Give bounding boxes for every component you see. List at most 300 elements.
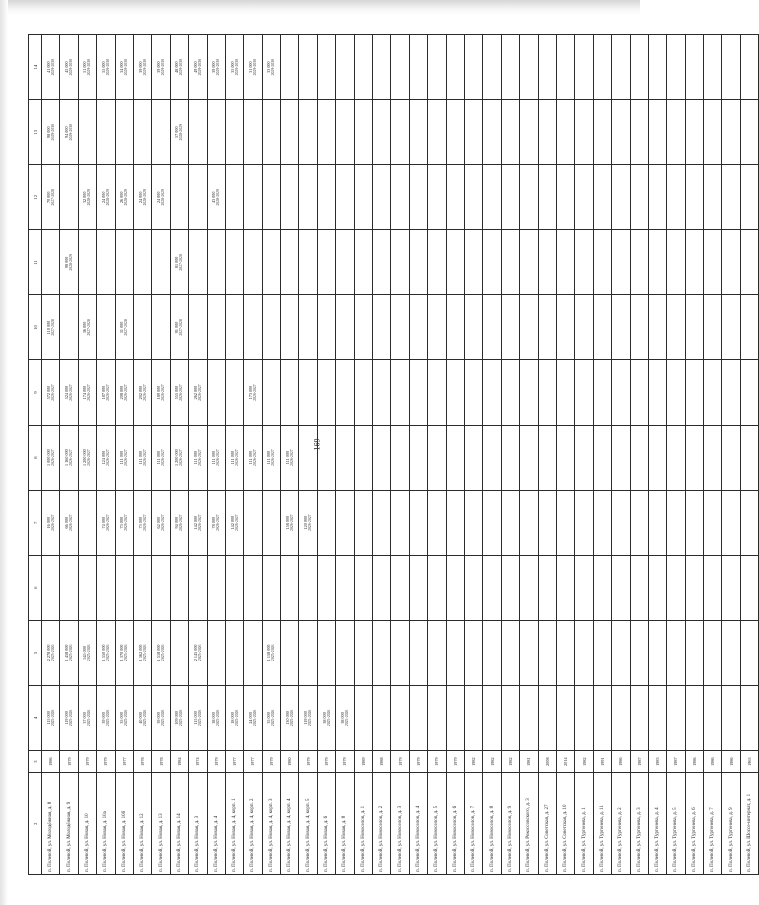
address-cell: п. Полевой, ул. Тургенева, д. 2: [612, 773, 630, 875]
value-cell: [262, 295, 280, 360]
period-value: 2029-2030: [271, 58, 276, 76]
cost-value: 1 200 000: [174, 449, 180, 466]
cost-value: 111 000: [211, 450, 217, 465]
table-row: [207, 35, 225, 875]
period-value: 2025-2026: [142, 709, 147, 727]
period-value: 2025-2026: [69, 709, 74, 727]
period-value: 2029-2030: [124, 58, 129, 76]
cost-value: 111 000: [229, 450, 235, 465]
value-cell: [299, 230, 317, 295]
value-cell: [648, 555, 666, 620]
value-cell: [207, 425, 225, 490]
value-cell: [630, 425, 648, 490]
period-value: 2026-2027: [105, 514, 110, 531]
value-cell: [152, 685, 170, 750]
value-cell: [78, 100, 96, 165]
value-cell: [317, 100, 335, 165]
value-cell: [704, 360, 722, 425]
value-cell: [464, 100, 482, 165]
value-cell: [170, 165, 188, 230]
value-cell: [354, 230, 372, 295]
value-cell: [299, 425, 317, 490]
value-cell: [391, 555, 409, 620]
value-cell: [520, 360, 538, 425]
address-cell: п. Полевой, ул. Советская, д. 27: [538, 773, 556, 875]
period-value: 2026-2027: [271, 449, 276, 466]
value-cell: [207, 685, 225, 750]
value-cell: [373, 35, 391, 100]
table-row: [42, 35, 60, 875]
value-cell: [483, 425, 501, 490]
year-cell: 1977: [225, 750, 243, 772]
table-body: [42, 35, 759, 875]
period-value: 2026-2027: [69, 449, 74, 466]
address-cell: п. Полевой, ул. Новоселов, д. 8: [483, 773, 501, 875]
period-value: 2026-2027: [197, 384, 202, 401]
value-cell: [501, 685, 519, 750]
value-cell: [612, 100, 630, 165]
value-cell: [667, 425, 685, 490]
table-row: [612, 35, 630, 875]
value-cell: [42, 230, 60, 295]
year-cell: 1977: [244, 750, 262, 772]
value-cell: [575, 35, 593, 100]
value-cell: [520, 685, 538, 750]
value-cell: [722, 165, 740, 230]
value-cell: [391, 35, 409, 100]
cost-value: 74 000: [100, 516, 106, 529]
table-row: [667, 35, 685, 875]
value-cell: [704, 100, 722, 165]
table-row: [428, 35, 446, 875]
value-cell: [60, 360, 78, 425]
value-cell: [501, 35, 519, 100]
table-row: [281, 35, 299, 875]
value-cell: [354, 490, 372, 555]
value-cell: [722, 35, 740, 100]
value-cell: [538, 295, 556, 360]
cost-value: 1 158 000: [266, 644, 272, 662]
cost-value: 38 000: [211, 712, 217, 724]
address-cell: п. Полевой, ул. Новая, д. 4, корп. 3: [262, 773, 280, 875]
value-cell: [373, 685, 391, 750]
value-cell: [630, 685, 648, 750]
value-cell: [60, 230, 78, 295]
value-cell: [354, 620, 372, 685]
period-value: 2029-2030: [69, 123, 74, 141]
value-cell: [501, 165, 519, 230]
value-cell: [225, 360, 243, 425]
value-cell: [373, 490, 391, 555]
table-row: [97, 35, 115, 875]
value-cell: [336, 100, 354, 165]
value-cell: [428, 230, 446, 295]
value-cell: [648, 295, 666, 360]
value-cell: [78, 295, 96, 360]
value-cell: [189, 100, 207, 165]
cost-value: 39 000: [100, 712, 106, 724]
value-cell: [299, 490, 317, 555]
cost-value: 572 000: [45, 385, 51, 400]
cost-value: 111 000: [156, 450, 162, 465]
cost-value: 1 200 000: [82, 449, 88, 466]
cost-value: 24 000: [100, 191, 106, 204]
value-cell: [648, 100, 666, 165]
value-cell: [299, 100, 317, 165]
value-cell: [373, 620, 391, 685]
value-cell: [630, 620, 648, 685]
value-cell: [464, 425, 482, 490]
table-row: [299, 35, 317, 875]
value-cell: [391, 230, 409, 295]
value-cell: [520, 620, 538, 685]
cost-value: 174 000: [82, 385, 88, 400]
value-cell: [446, 295, 464, 360]
value-cell: [281, 685, 299, 750]
value-cell: [133, 360, 151, 425]
cost-value: 158 000: [284, 515, 290, 530]
cost-value: 73 000: [137, 516, 143, 529]
value-cell: [97, 165, 115, 230]
value-cell: [317, 490, 335, 555]
period-value: 2025-2026: [142, 644, 147, 662]
value-cell: [60, 555, 78, 620]
value-cell: [722, 555, 740, 620]
value-cell: [520, 490, 538, 555]
value-cell: [483, 685, 501, 750]
table-row: [704, 35, 722, 875]
period-value: 2025-2026: [271, 644, 276, 662]
value-cell: [501, 555, 519, 620]
value-cell: [299, 685, 317, 750]
value-cell: [299, 620, 317, 685]
year-cell: 1978: [133, 750, 151, 772]
period-value: 2025-2026: [197, 709, 202, 727]
value-cell: [520, 555, 538, 620]
value-cell: [648, 490, 666, 555]
value-cell: [262, 490, 280, 555]
value-cell: [648, 685, 666, 750]
address-cell: п. Полевой, ул. Новая, д. 4: [207, 773, 225, 875]
value-cell: [575, 425, 593, 490]
value-cell: [152, 295, 170, 360]
value-cell: [336, 230, 354, 295]
value-cell: [612, 685, 630, 750]
value-cell: [704, 620, 722, 685]
value-cell: [630, 555, 648, 620]
value-cell: [60, 490, 78, 555]
value-cell: [685, 490, 703, 555]
cost-value: 66 000: [64, 516, 70, 529]
cost-value: 38 000: [321, 712, 327, 724]
value-cell: [244, 295, 262, 360]
value-cell: [483, 555, 501, 620]
period-value: 2026-2027: [50, 449, 55, 466]
value-cell: [483, 165, 501, 230]
period-value: 2028-2029: [69, 254, 74, 271]
page-number: 169: [312, 438, 322, 451]
period-value: 2026-2027: [105, 384, 110, 401]
cost-value: 39 000: [156, 61, 162, 73]
period-value: 2027-2028: [87, 319, 92, 336]
cost-value: 208 000: [119, 385, 125, 400]
year-cell: 1986: [722, 750, 740, 772]
table-row: [575, 35, 593, 875]
value-cell: [225, 685, 243, 750]
value-cell: [722, 360, 740, 425]
value-cell: [722, 295, 740, 360]
value-cell: [740, 425, 758, 490]
value-cell: [354, 555, 372, 620]
value-cell: [60, 295, 78, 360]
value-cell: [556, 490, 574, 555]
cost-value: 2 145 000: [192, 644, 198, 662]
table-row: [133, 35, 151, 875]
header-cell: 2: [29, 773, 42, 875]
value-cell: [391, 295, 409, 360]
table-row: [170, 35, 188, 875]
value-cell: [152, 100, 170, 165]
value-cell: [575, 555, 593, 620]
year-cell: 1987: [667, 750, 685, 772]
value-cell: [593, 295, 611, 360]
value-cell: [612, 490, 630, 555]
value-cell: [428, 100, 446, 165]
cost-value: 31 000: [119, 321, 125, 334]
table-row: [78, 35, 96, 875]
table-row: [336, 35, 354, 875]
period-value: 2027-2028: [50, 189, 55, 206]
value-cell: [244, 555, 262, 620]
value-cell: [317, 230, 335, 295]
cost-value: 94 000: [174, 516, 180, 529]
value-cell: [464, 165, 482, 230]
period-value: 2026-2027: [252, 449, 257, 466]
period-value: 2026-2027: [179, 449, 184, 466]
period-value: 2025-2026: [105, 709, 110, 727]
value-cell: [612, 620, 630, 685]
value-cell: [409, 360, 427, 425]
value-cell: [281, 165, 299, 230]
value-cell: [612, 360, 630, 425]
period-value: 2025-2026: [87, 644, 92, 662]
cost-value: 35 000: [266, 712, 272, 724]
value-cell: [115, 230, 133, 295]
cost-value: 111 000: [137, 450, 143, 465]
value-cell: [78, 490, 96, 555]
address-cell: п. Полевой, ул. Новая, д. 10б: [115, 773, 133, 875]
value-cell: [207, 620, 225, 685]
year-cell: 1983: [648, 750, 666, 772]
value-cell: [685, 555, 703, 620]
value-cell: [97, 295, 115, 360]
value-cell: [225, 425, 243, 490]
header-cell: 7: [29, 490, 42, 555]
value-cell: [115, 555, 133, 620]
cost-value: 262 000: [192, 385, 198, 400]
period-value: 2026-2027: [124, 384, 129, 401]
value-cell: [464, 360, 482, 425]
table-row: [556, 35, 574, 875]
value-cell: [317, 295, 335, 360]
cost-value: 32 000: [82, 191, 88, 204]
value-cell: [593, 490, 611, 555]
period-value: 2026-2027: [197, 449, 202, 466]
table-row: [722, 35, 740, 875]
cost-value: 1 550 000: [100, 644, 106, 662]
header-cell: 5: [29, 620, 42, 685]
value-cell: [612, 295, 630, 360]
value-cell: [97, 230, 115, 295]
table-row: [685, 35, 703, 875]
value-cell: [667, 555, 685, 620]
value-cell: [704, 685, 722, 750]
value-cell: [685, 165, 703, 230]
value-cell: [464, 230, 482, 295]
value-cell: [354, 100, 372, 165]
value-cell: [170, 490, 188, 555]
value-cell: [373, 555, 391, 620]
table-row: [152, 35, 170, 875]
value-cell: [189, 165, 207, 230]
period-value: 2026-2027: [50, 514, 55, 531]
period-value: 2026-2027: [124, 514, 129, 531]
address-cell: п. Полевой, ул. Тургенева, д. 3: [630, 773, 648, 875]
header-cell: 9: [29, 360, 42, 425]
year-cell: 1979: [97, 750, 115, 772]
value-cell: [281, 555, 299, 620]
cost-value: 98 000: [45, 126, 51, 138]
value-cell: [133, 620, 151, 685]
value-cell: [60, 425, 78, 490]
value-cell: [189, 490, 207, 555]
value-cell: [170, 35, 188, 100]
value-cell: [60, 100, 78, 165]
period-value: 2025-2026: [161, 644, 166, 662]
value-cell: [115, 490, 133, 555]
value-cell: [281, 490, 299, 555]
cost-value: 1 000 000: [45, 449, 51, 466]
value-cell: [740, 35, 758, 100]
cost-value: 39 000: [137, 61, 143, 73]
value-cell: [648, 35, 666, 100]
value-cell: [667, 490, 685, 555]
year-cell: 1979: [409, 750, 427, 772]
value-cell: [722, 685, 740, 750]
address-cell: п. Полевой, ул. Тургенева, д. 5: [667, 773, 685, 875]
cost-value: 119 000: [64, 711, 70, 725]
value-cell: [556, 230, 574, 295]
header-cell: 11: [29, 230, 42, 295]
cost-value: 110 000: [45, 320, 51, 335]
cost-value: 1 518 000: [156, 644, 162, 662]
value-cell: [667, 100, 685, 165]
period-value: 2029-2030: [105, 58, 110, 76]
value-cell: [78, 360, 96, 425]
value-cell: [722, 620, 740, 685]
period-value: 2026-2027: [197, 514, 202, 531]
period-value: 2025-2026: [344, 709, 349, 727]
cost-value: 1 562 000: [137, 644, 143, 662]
value-cell: [244, 35, 262, 100]
value-cell: [667, 360, 685, 425]
value-cell: [115, 295, 133, 360]
period-value: 2028-2029: [124, 189, 129, 206]
value-cell: [170, 685, 188, 750]
value-cell: [538, 555, 556, 620]
year-cell: 1984: [170, 750, 188, 772]
value-cell: [501, 100, 519, 165]
value-cell: [446, 685, 464, 750]
cost-value: 73 000: [119, 516, 125, 529]
period-value: 2026-2027: [234, 449, 239, 466]
table-row: [115, 35, 133, 875]
period-value: 2026-2027: [142, 514, 147, 531]
value-cell: [685, 230, 703, 295]
cost-value: 39 000: [156, 712, 162, 724]
value-cell: [538, 360, 556, 425]
period-value: 2025-2026: [124, 709, 129, 727]
period-value: 2025-2026: [234, 709, 239, 727]
value-cell: [299, 35, 317, 100]
value-cell: [42, 685, 60, 750]
value-cell: [391, 425, 409, 490]
value-cell: [373, 295, 391, 360]
year-cell: 1979: [446, 750, 464, 772]
value-cell: [391, 490, 409, 555]
address-cell: п. Полевой, ул. Новая, д. 10а: [97, 773, 115, 875]
value-cell: [630, 230, 648, 295]
value-cell: [704, 555, 722, 620]
value-cell: [336, 35, 354, 100]
address-cell: п. Полевой, ул. Новоселов, д. 4: [409, 773, 427, 875]
value-cell: [244, 100, 262, 165]
value-cell: [409, 230, 427, 295]
value-cell: [575, 360, 593, 425]
value-cell: [373, 360, 391, 425]
value-cell: [317, 555, 335, 620]
value-cell: [42, 165, 60, 230]
value-cell: [281, 425, 299, 490]
header-cell: 3: [29, 750, 42, 772]
address-cell: п. Полевой, ул. Новая, д. 10: [78, 773, 96, 875]
value-cell: [501, 295, 519, 360]
value-cell: [428, 295, 446, 360]
table-row: [648, 35, 666, 875]
header-number-row: [29, 35, 42, 875]
cost-value: 119 000: [303, 711, 309, 725]
value-cell: [556, 100, 574, 165]
value-cell: [262, 685, 280, 750]
value-cell: [97, 425, 115, 490]
address-cell: п. Полевой, ул. Новоселов, д. 2: [373, 773, 391, 875]
period-value: 2026-2027: [50, 384, 55, 401]
value-cell: [115, 685, 133, 750]
value-cell: [501, 425, 519, 490]
value-cell: [704, 425, 722, 490]
value-cell: [115, 360, 133, 425]
value-cell: [97, 35, 115, 100]
value-cell: [501, 360, 519, 425]
period-value: 2026-2027: [142, 384, 147, 401]
value-cell: [446, 490, 464, 555]
cost-value: 202 000: [137, 385, 143, 400]
address-cell: п. Полевой, ул. Тургенева, д. 6: [685, 773, 703, 875]
period-value: 2028-2029: [179, 123, 184, 141]
value-cell: [630, 100, 648, 165]
value-cell: [464, 490, 482, 555]
value-cell: [648, 360, 666, 425]
